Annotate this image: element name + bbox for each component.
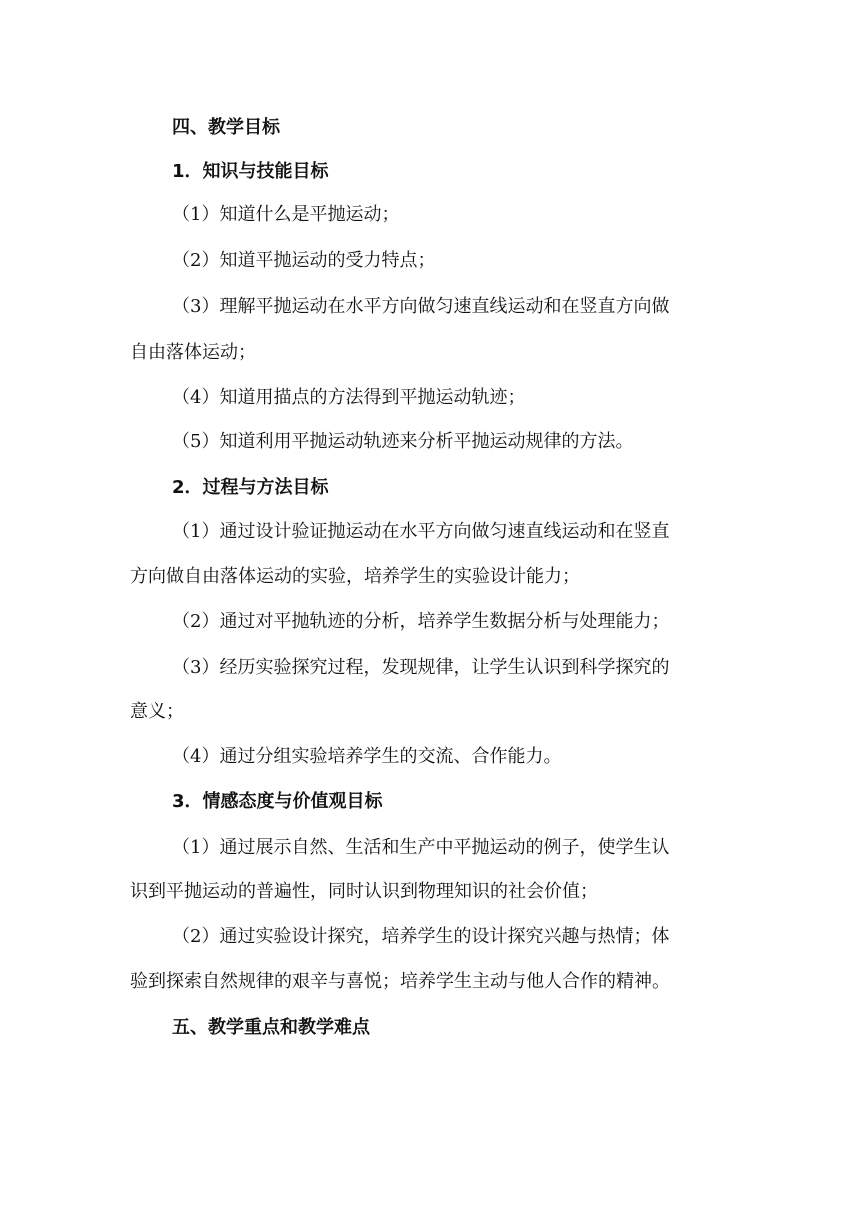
goal-1-item-3-cont: 自由落体运动； <box>130 342 256 363</box>
goal-1-item-1: （1）知道什么是平抛运动； <box>172 204 400 225</box>
goal-1-title: 1．知识与技能目标 <box>172 161 329 182</box>
goal-2-item-3-cont: 意义； <box>130 701 184 722</box>
goal-3-title: 3．情感态度与价值观目标 <box>172 791 383 812</box>
goal-1-item-5: （5）知道利用平抛运动轨迹来分析平抛运动规律的方法。 <box>172 431 634 452</box>
goal-1-item-4: （4）知道用描点的方法得到平抛运动轨迹； <box>172 387 526 408</box>
goal-2-title: 2．过程与方法目标 <box>172 477 329 498</box>
goal-3-item-1-cont: 识到平抛运动的普遍性，同时认识到物理知识的社会价值； <box>130 881 598 902</box>
goal-2-item-4: （4）通过分组实验培养学生的交流、合作能力。 <box>172 746 562 767</box>
goal-1-item-2: （2）知道平抛运动的受力特点； <box>172 250 436 271</box>
goal-1-item-3: （3）理解平抛运动在水平方向做匀速直线运动和在竖直方向做 <box>172 296 670 317</box>
goal-2-item-2: （2）通过对平抛轨迹的分析，培养学生数据分析与处理能力； <box>172 611 670 632</box>
section-5-title: 五、教学重点和教学难点 <box>172 1017 370 1038</box>
goal-2-item-1: （1）通过设计验证抛运动在水平方向做匀速直线运动和在竖直 <box>172 521 670 542</box>
goal-2-item-1-cont: 方向做自由落体运动的实验，培养学生的实验设计能力； <box>130 566 580 587</box>
section-4-title: 四、教学目标 <box>172 117 280 138</box>
goal-2-item-3: （3）经历实验探究过程，发现规律，让学生认识到科学探究的 <box>172 657 670 678</box>
goal-3-item-2: （2）通过实验设计探究，培养学生的设计探究兴趣与热情；体 <box>172 926 670 947</box>
goal-3-item-1: （1）通过展示自然、生活和生产中平抛运动的例子，使学生认 <box>172 837 670 858</box>
goal-3-item-2-cont: 验到探索自然规律的艰辛与喜悦；培养学生主动与他人合作的精神。 <box>130 971 670 992</box>
